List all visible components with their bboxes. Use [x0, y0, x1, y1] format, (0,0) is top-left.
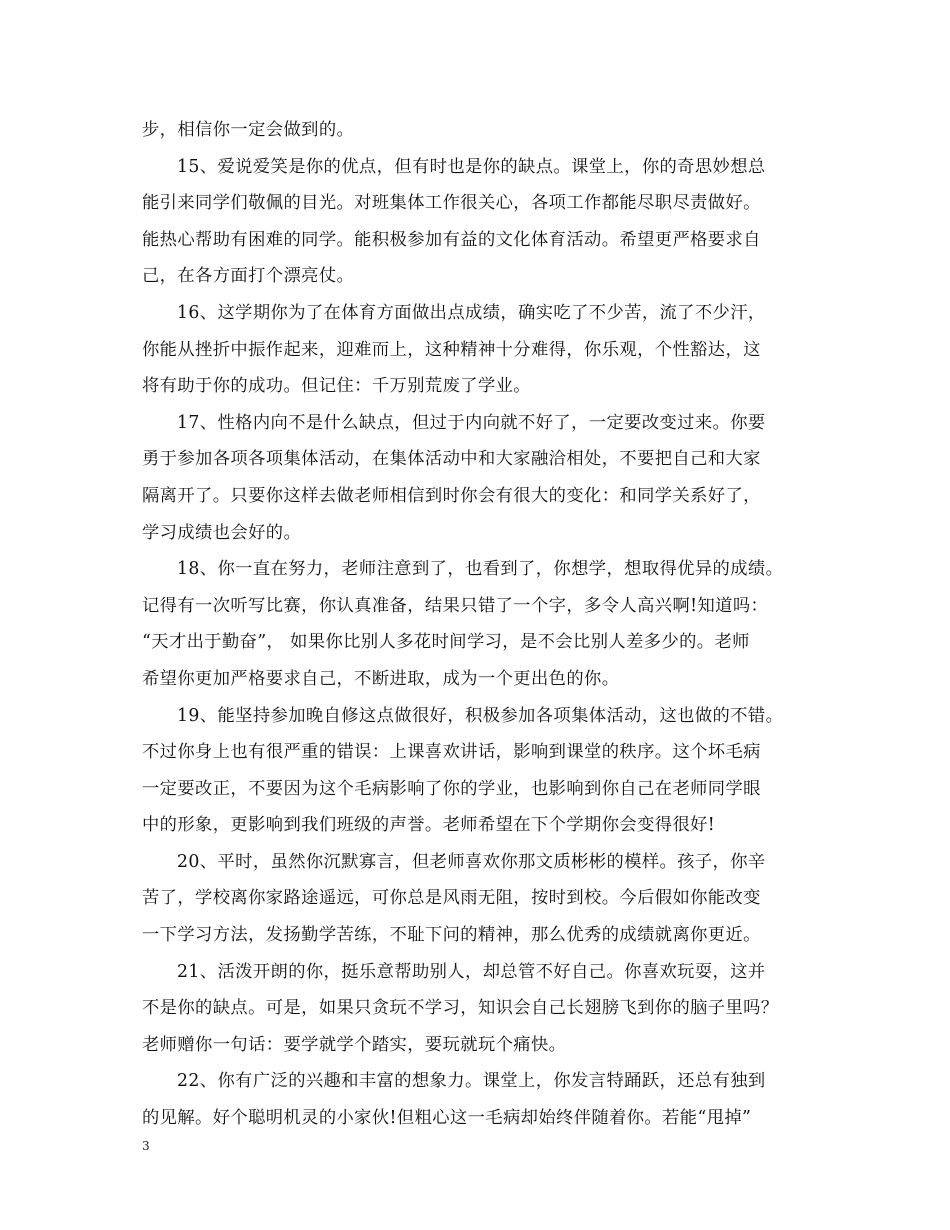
- text-line: 将有助于你的成功。但记住：千万别荒废了学业。: [142, 376, 531, 397]
- text-line: 希望你更加严格要求自己，不断进取，成为一个更出色的你。: [142, 668, 620, 689]
- text-line: 老师赠你一句话：要学就学个踏实，要玩就玩个痛快。: [142, 1034, 567, 1055]
- text-line: 己，在各方面打个漂亮仗。: [142, 266, 355, 287]
- text-line: 步，相信你一定会做到的。: [142, 120, 355, 140]
- text-line: 学习成绩也会好的。: [142, 522, 302, 543]
- text-line: 19、能坚持参加晚自修这点做很好，积极参加各项集体活动，这也做的不错。: [177, 705, 784, 726]
- text-line: 记得有一次听写比赛，你认真准备，结果只错了一个字，多令人高兴啊!知道吗：: [142, 595, 769, 616]
- text-line: 15、爱说爱笑是你的优点，但有时也是你的缺点。课堂上，你的奇思妙想总: [177, 156, 766, 177]
- text-line: 22、你有广泛的兴趣和丰富的想象力。课堂上，你发言特踊跃，还总有独到: [177, 1071, 766, 1092]
- text-line: 不过你身上也有很严重的错误：上课喜欢讲话，影响到课堂的秩序。这个坏毛病: [142, 742, 761, 763]
- text-line: 能引来同学们敬佩的目光。对班集体工作很关心，各项工作都能尽职尽责做好。: [142, 193, 761, 214]
- text-line: 一定要改正，不要因为这个毛病影响了你的学业，也影响到你自己在老师同学眼: [142, 778, 761, 799]
- text-line: 的见解。好个聪明机灵的小家伙!但粗心这一毛病却始终伴随着你。若能“甩掉”: [142, 1108, 752, 1129]
- text-line: 苦了，学校离你家路途遥远，可你总是风雨无阻，按时到校。今后假如你能改变: [142, 888, 761, 909]
- text-line: 中的形象，更影响到我们班级的声誉。老师希望在下个学期你会变得很好!: [142, 815, 716, 836]
- text-line: 你能从挫折中振作起来，迎难而上，这种精神十分难得，你乐观，个性豁达，这: [142, 339, 761, 360]
- text-line: 16、这学期你为了在体育方面做出点成绩，确实吃了不少苦，流了不少汗，: [177, 302, 766, 323]
- body-text: [142, 112, 822, 1137]
- text-line: 隔离开了。只要你这样去做老师相信到时你会有很大的变化：和同学关系好了，: [142, 485, 761, 506]
- text-line: 勇于参加各项各项集体活动，在集体活动中和大家融洽相处，不要把自己和大家: [142, 449, 761, 470]
- text-line: “天才出于勤奋”， 如果你比别人多花时间学习，是不会比别人差多少的。老师: [142, 632, 750, 653]
- text-line: 一下学习方法，发扬勤学苦练，不耻下问的精神，那么优秀的成绩就离你更近。: [142, 925, 761, 946]
- text-line: 17、性格内向不是什么缺点，但过于内向就不好了，一定要改变过来。你要: [177, 412, 766, 433]
- text-line: 不是你的缺点。可是，如果只贪玩不学习，知识会自己长翅膀飞到你的脑子里吗？: [142, 998, 779, 1019]
- text-line: 21、活泼开朗的你，挺乐意帮助别人，却总管不好自己。你喜欢玩耍，这并: [177, 961, 766, 982]
- text-line: 20、平时，虽然你沉默寡言，但老师喜欢你那文质彬彬的模样。孩子，你辛: [177, 851, 766, 872]
- text-line: 18、你一直在努力，老师注意到了，也看到了，你想学，想取得优异的成绩。: [177, 559, 784, 580]
- page-number: 3: [142, 1139, 150, 1153]
- text-line: 能热心帮助有困难的同学。能积极参加有益的文化体育活动。希望更严格要求自: [142, 229, 761, 250]
